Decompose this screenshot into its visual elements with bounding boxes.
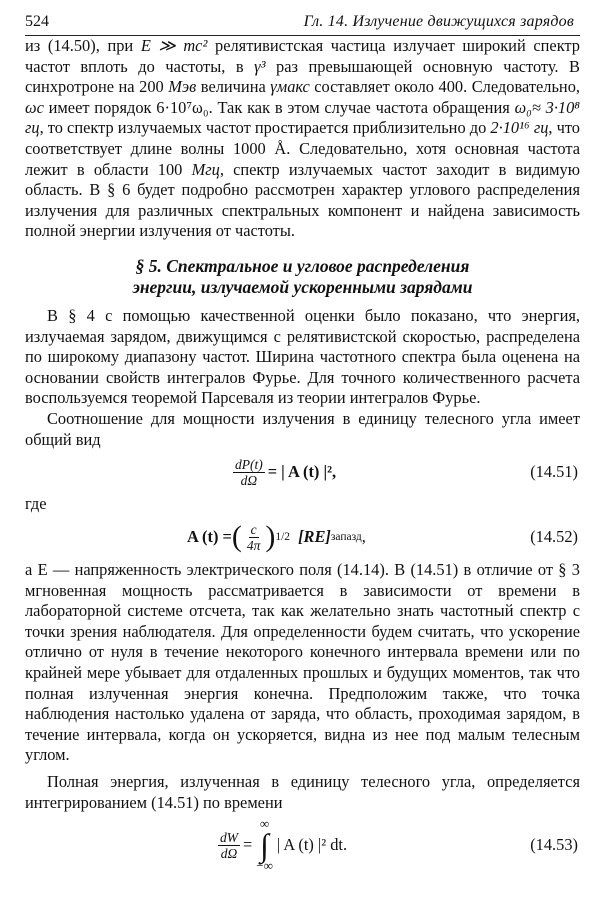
paragraph-1: из (14.50), при E ≫ mc² релятивистская частица излучает широкий спектр частот вплоть до частоты, в γ³ раз превышающей основную частоту. В синхротроне на 200 Мэв величина γмакс составляет около 400. Следовательно, ωc имеет порядок 6·10⁷ω₀. Так как в этом случае частота обращения ω₀≈ 3·10⁸ гц, то спектр излучаемых частот простирается приблизительно до 2·10¹⁶ гц, что соответствует длине волны 1000 Å. Следовательно, хотя основная частота лежит в области 100 Мгц, спектр излучаемых частот заходит в видимую область. В § 6 будет подробно рассмотрен характер углового распределения излучения для различных спектральных компонент и найдена зависимость полной энергии излучения от частоты. [25,36,581,241]
equation-14-53: $\frac{dW}{d\Omega}$ = ∞ ∫ −∞ | A (t) |² dt. (14.53) [25,813,580,877]
section-heading-line-2: энергии, излучаемой ускоренными зарядами [132,276,473,297]
eq2-fraction: $\frac{c}{4\pi}$ [246,521,261,553]
where-label: где [25,494,47,514]
paragraph-5: Полная энергия, излученная в единицу телесного угла, определяется интегрированием (14.51) по времени [25,772,580,812]
eq2-sub: запазд [330,531,362,544]
math-wc-value: 6·10⁷ω₀ [156,97,209,117]
eq1-fraction: $\frac{dP(t)}{d\Omega}$ [235,456,263,488]
eq1-rhs: = | A (t) |², [267,462,337,482]
eq2-lhs: A (t) = [187,527,232,547]
eq3-rhs: | A (t) |² dt. [276,835,348,855]
equation-14-52: A (t) = ( $\frac{c}{4\pi}$ ) 1/2 [RE] запазд , (14.52) [25,514,580,560]
unit-mev: Мэв [168,77,197,97]
page [25,12,580,877]
integral-lower: −∞ [256,858,273,874]
eq2-power: 1/2 [275,531,291,544]
integral-upper: ∞ [259,816,270,832]
eq2-re: [RE] [298,527,331,547]
eq3-fraction: $\frac{dW}{d\Omega}$ [220,829,238,861]
running-title: Гл. 14. Излучение движущихся зарядов [303,13,574,30]
section-heading [25,256,580,298]
eq2-number: (14.52) [530,527,578,547]
section-heading-line-1: § 5. Спектральное и угловое распределения [135,255,470,276]
unit-mhz: Мгц [191,159,220,179]
math-wmax: 2·10¹⁶ гц [490,118,549,138]
running-header [25,12,580,36]
math-gamma3: γ³ [254,56,266,76]
math-gmax: γмакс [270,77,310,97]
paragraph-3: Соотношение для мощности излучения в единицу телесного угла имеет общий вид [25,408,580,449]
eq1-number: (14.51) [530,462,578,482]
integral-sign: ∞ ∫ −∞ [256,816,273,874]
equation-14-51 [25,450,580,494]
page-number: 524 [25,13,49,30]
paragraph-4: а E — напряженность электрического поля (14.14). В (14.51) в отличие от § 3 мгновенная мощность рассматривается в зависимости от времени в лабораторной системе отсчета, так как желательно знать частотный спектр с точки зрения наблюдателя. Для определенности будем считать, что ускорение отлично от нуля в течение некоторого конечного интервала времени или по крайней мере убывает для отдаленных прошлых и будущих моментов, так что полная излученная энергия конечна. Предположим также, что точка наблюдения настолько удалена от заряда, что область, проходимая зарядом, в течение интервала, когда он ускоряется, видна из нее под малым телесным углом. [25,560,580,765]
eq3-number: (14.53) [530,835,578,855]
math-condition: E ≫ mc² [140,36,208,55]
math-wc: ωc [25,97,44,117]
paragraph-2: В § 4 с помощью качественной оценки было показано, что энергия, излучаемая зарядом, движущимся с релятивистской скоростью, распределена по широкому диапазону частот. Ширина частотного спектра была оценена на основании свойств интегралов Фурье. Для точного количественного расчета воспользуемся теоремой Парсеваля из теории интегралов Фурье. [25,305,580,408]
math-w0: ω₀≈ 3·10⁸ гц [25,97,581,138]
